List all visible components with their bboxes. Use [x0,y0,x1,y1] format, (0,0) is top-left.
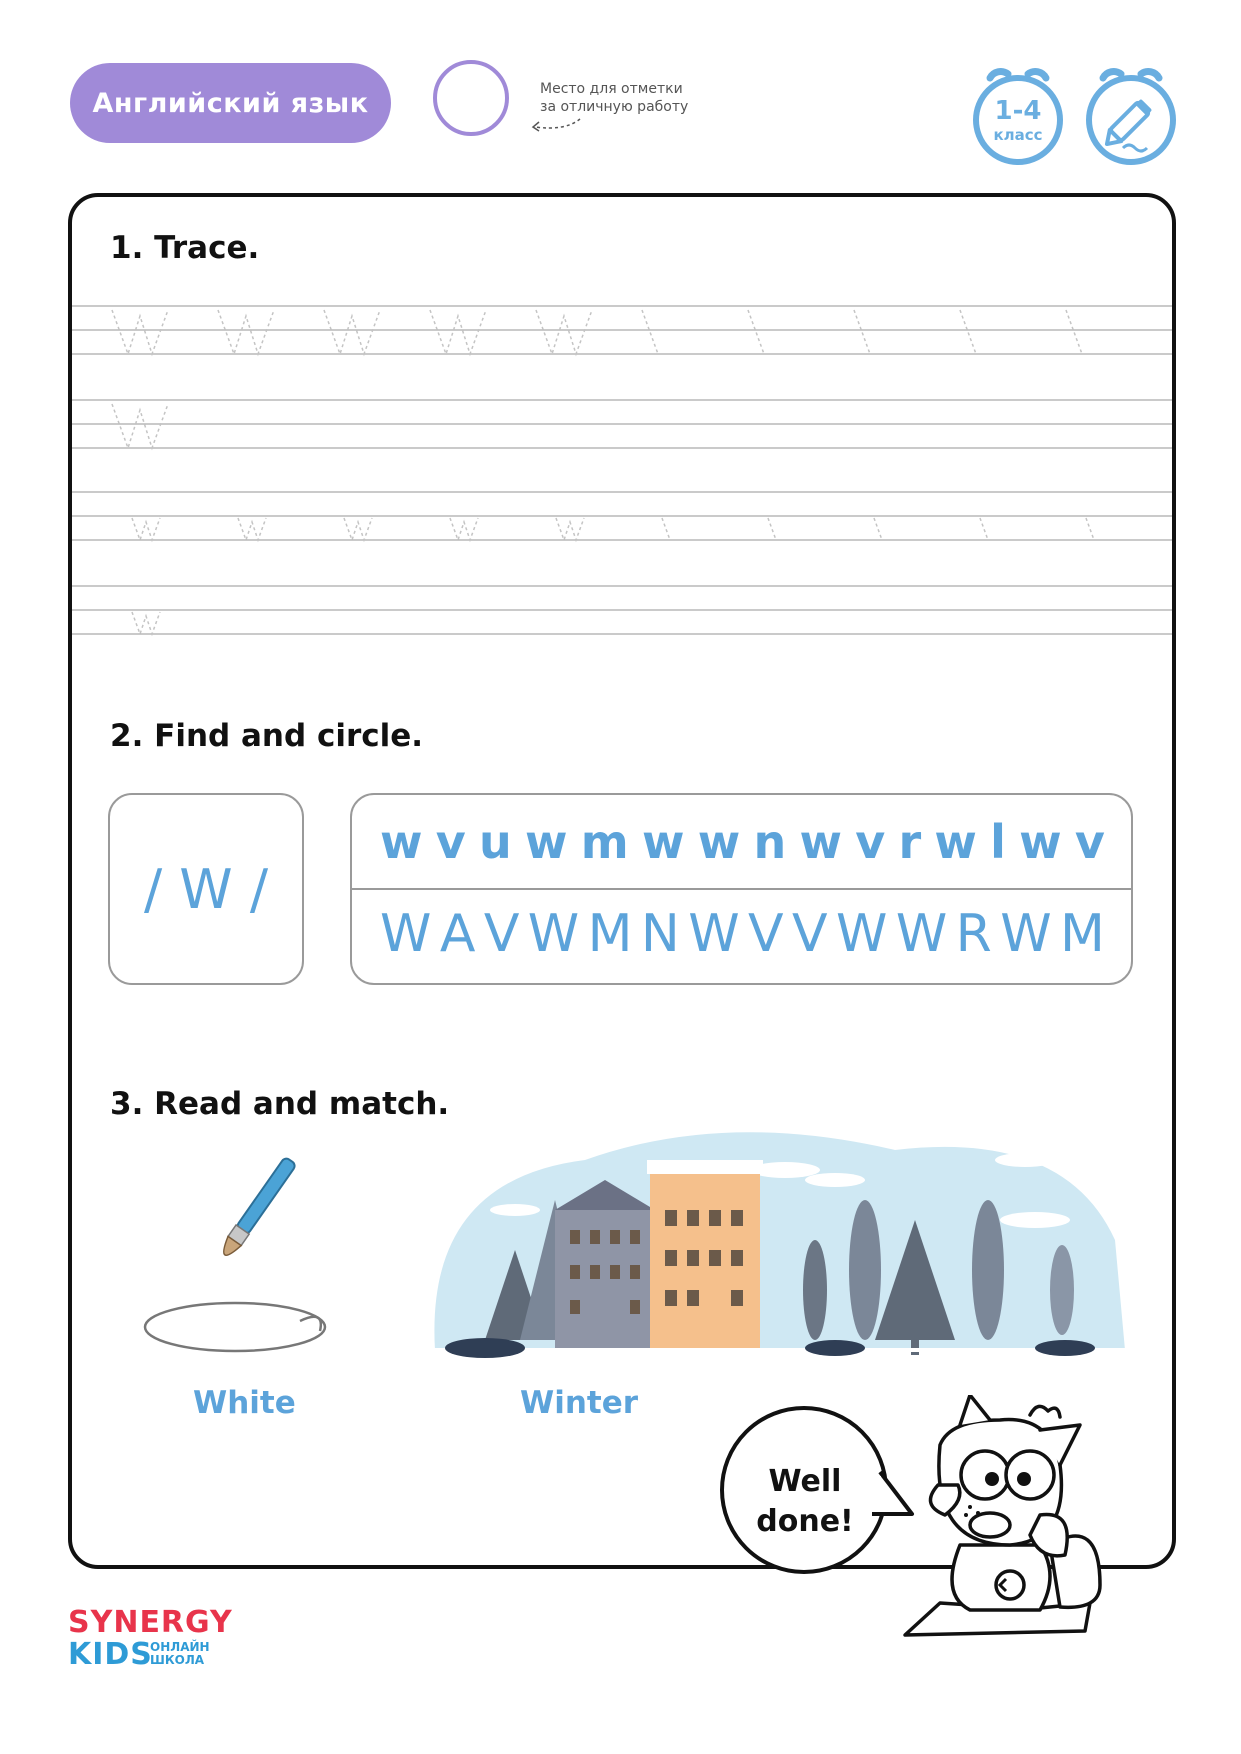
grade-range: 1-4 [994,96,1042,126]
letter[interactable]: w [799,815,842,869]
trace-title: 1. Trace. [110,230,260,266]
mascot-icon [900,1395,1130,1655]
find-title: 2. Find and circle. [110,718,424,754]
letter[interactable]: w [934,815,977,869]
subject-pill [70,63,391,143]
paintbrush-icon[interactable] [130,1155,350,1365]
word-winter[interactable]: Winter [520,1385,639,1421]
letter[interactable]: W [688,904,740,964]
logo-kids: KIDS [68,1637,153,1672]
logo-online-line2: ШКОЛА [150,1653,205,1667]
speech-text [740,1462,870,1542]
letter[interactable]: R [955,904,992,964]
letter[interactable]: w [525,815,568,869]
mark-note-line2: за отличную работу [540,99,689,115]
speech-line1: Well [768,1464,842,1499]
letters-divider [352,888,1131,890]
match-title: 3. Read and match. [110,1086,450,1122]
uppercase-row [380,902,1105,966]
letter[interactable]: W [527,904,580,964]
letter[interactable]: V [792,904,828,964]
letter[interactable]: v [855,815,886,869]
sound-label: / W / [143,857,269,921]
tracing-area [72,300,1172,640]
letter[interactable]: v [435,815,466,869]
letter[interactable]: M [1060,904,1105,964]
letter[interactable]: W [895,904,948,964]
letter[interactable]: w [641,815,685,869]
letter[interactable]: u [479,815,512,869]
word-white[interactable]: White [193,1385,296,1421]
letter[interactable]: V [483,904,520,964]
logo-online-line1: ОНЛАЙН [150,1640,210,1654]
letter[interactable]: N [640,904,680,964]
letter[interactable]: M [587,904,633,964]
sound-box [108,793,304,985]
subject-label: Английский язык [92,87,369,119]
pencil-clock-icon [1083,60,1179,168]
letter[interactable]: W [380,904,432,964]
letter[interactable]: w [1019,815,1062,869]
letter[interactable]: A [439,904,476,964]
mark-note-line1: Место для отметки [540,81,683,97]
letter[interactable]: W [1000,904,1052,964]
mark-note [540,80,688,116]
letter[interactable]: V [748,904,784,964]
pencil-badge [1083,60,1179,172]
dashed-arrow-icon [525,115,585,135]
letter[interactable]: l [990,815,1006,869]
logo-online-school [150,1641,210,1667]
letter[interactable]: v [1074,815,1105,869]
grade-badge [970,60,1066,172]
lowercase-row [380,812,1105,872]
letter[interactable]: w [380,815,423,869]
letter[interactable]: n [753,815,787,869]
letter[interactable]: W [836,904,888,964]
letter[interactable]: r [898,815,922,869]
grade-mark-circle [433,60,509,136]
letter[interactable]: w [697,815,741,869]
letter[interactable]: m [580,815,629,869]
winter-town-icon[interactable] [425,1120,1130,1380]
speech-line2: done! [756,1504,854,1539]
logo-synergy: SYNERGY [68,1605,233,1640]
grade-word: класс [993,126,1043,144]
